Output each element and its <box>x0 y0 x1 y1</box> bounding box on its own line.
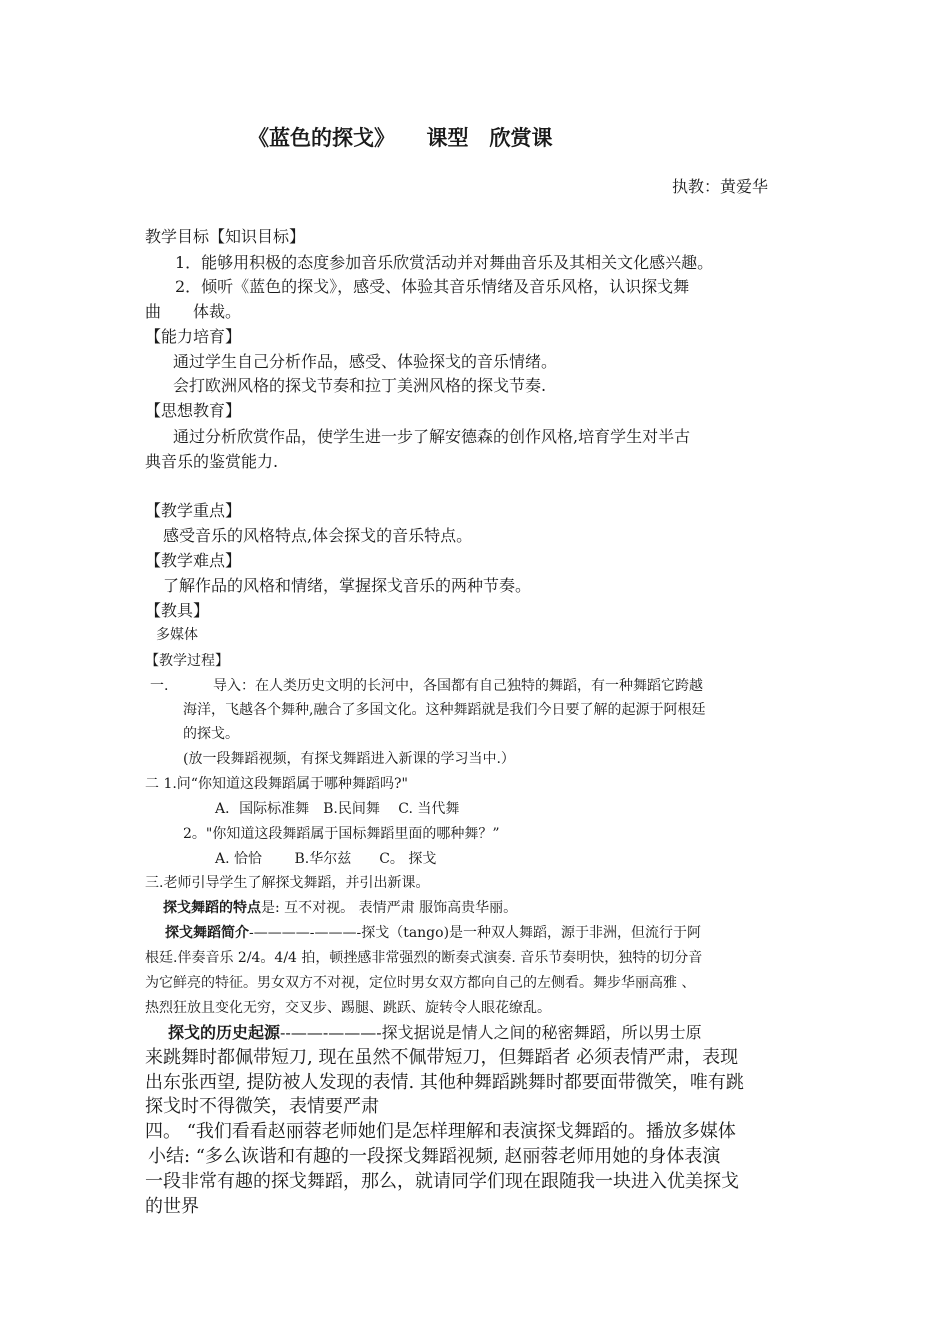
summary-line-3: 的世界 <box>145 1196 199 1217</box>
step-3: 三.老师引导学生了解探戈舞蹈，并引出新课。 <box>145 875 430 891</box>
step-1-line-3: 的探戈。 <box>183 726 239 742</box>
tango-features <box>163 898 517 918</box>
ability-heading: 【能力培育】 <box>145 327 242 346</box>
difficulty-text: 了解作品的风格和情绪，掌握探戈音乐的两种节奏。 <box>163 576 532 595</box>
goal-2-line-2: 曲 体裁。 <box>145 302 242 321</box>
summary-line-2: 一段非常有趣的探戈舞蹈，那么，就请同学们现在跟随我一块进入优美探戈 <box>145 1171 739 1192</box>
step-2-question-2-options: A. 恰恰 B.华尔兹 C。 探戈 <box>215 851 437 867</box>
step-2-question-1-options: A．国际标准舞 B.民间舞 C. 当代舞 <box>215 801 460 817</box>
step-1-line-4: (放一段舞蹈视频，有探戈舞蹈进入新课的学习当中.） <box>183 751 515 767</box>
document-title: 《蓝色的探戈》 课型 欣赏课 <box>248 125 553 150</box>
ability-line-1: 通过学生自己分析作品，感受、体验探戈的音乐情绪。 <box>173 352 558 371</box>
step-1-line-2: 海洋，飞越各个舞种,融合了多国文化。这种舞蹈就是我们今日要了解的起源于阿根廷 <box>183 702 706 718</box>
goal-1: 1．能够用积极的态度参加音乐欣赏活动并对舞曲音乐及其相关文化感兴趣。 <box>175 253 714 272</box>
tango-intro-line-2: 根廷.伴奏音乐 2/4。4/4 拍，顿挫感非常强烈的断奏式演奏. 音乐节奏明快，独特的切分音 <box>145 950 703 966</box>
ability-line-2: 会打欧洲风格的探戈节奏和拉丁美洲风格的探戈节奏. <box>173 376 547 395</box>
ideology-line-1: 通过分析欣赏作品，使学生进一步了解安德森的创作风格,培育学生对半古 <box>173 427 691 446</box>
step-1-number: 一. <box>150 678 169 694</box>
summary-line-1: 小结: “多么诙谐和有趣的一段探戈舞蹈视频, 赵丽蓉老师用她的身体表演 <box>148 1146 721 1167</box>
tango-intro-line-4: 热烈狂放且变化无穷，交叉步、踢腿、跳跃、旋转令人眼花缭乱。 <box>145 1000 551 1016</box>
tango-history-text-1: --——-———-探戈据说是情人之间的秘密舞蹈，所以男士原 <box>280 1023 702 1042</box>
tango-history-line-4: 探戈时不得微笑，表情要严肃 <box>145 1096 379 1117</box>
tango-intro-text-1: -————-———-探戈（tango)是一种双人舞蹈，源于非洲，但流行于阿 <box>249 925 702 941</box>
step-1-line-1: 导入：在人类历史文明的长河中，各国都有自己独特的舞蹈，有一种舞蹈它跨越 <box>213 678 703 694</box>
key-points-heading: 【教学重点】 <box>145 501 242 520</box>
goal-2-line-1: 2．倾听《蓝色的探戈》，感受、体验其音乐情绪及音乐风格，认识探戈舞 <box>175 277 690 296</box>
ideology-line-2: 典音乐的鉴赏能力. <box>145 452 279 471</box>
step-4: 四。 “我们看看赵丽蓉老师她们是怎样理解和表演探戈舞蹈的。播放多媒体 <box>145 1121 736 1142</box>
key-points-text: 感受音乐的风格特点,体会探戈的音乐特点。 <box>163 526 473 545</box>
step-2-question-2: 2。"你知道这段舞蹈属于国标舞蹈里面的哪种舞？” <box>183 826 500 842</box>
tango-intro-line-1 <box>165 923 701 943</box>
teacher-name: 执教：黄爱华 <box>672 177 769 196</box>
tango-history-line-3: 出东张西望, 提防被人发现的表情. 其他种舞蹈跳舞时都要面带微笑，唯有跳 <box>145 1072 744 1093</box>
step-2-question-1: 二 1.问“你知道这段舞蹈属于哪种舞蹈吗?" <box>145 776 408 792</box>
process-heading: 【教学过程】 <box>145 653 229 669</box>
goals-heading: 教学目标【知识目标】 <box>145 227 306 246</box>
difficulty-heading: 【教学难点】 <box>145 551 242 570</box>
tango-history-line-1 <box>168 1022 702 1044</box>
tango-history-label: 探戈的历史起源 <box>168 1023 281 1042</box>
tango-features-label: 探戈舞蹈的特点 <box>163 900 261 916</box>
tango-intro-line-3: 为它鲜亮的特征。男女双方不对视，定位时男女双方都向自己的左侧看。舞步华丽高雅 、 <box>145 975 696 991</box>
tango-features-text: 是: 互不对视。 表情严肃 服饰高贵华丽。 <box>261 900 518 916</box>
tools-text: 多媒体 <box>156 627 198 643</box>
tools-heading: 【教具】 <box>145 601 210 620</box>
ideology-heading: 【思想教育】 <box>145 401 242 420</box>
tango-history-line-2: 来跳舞时都佩带短刀, 现在虽然不佩带短刀，但舞蹈者 必须表情严肃，表现 <box>145 1047 739 1068</box>
tango-intro-label: 探戈舞蹈简介 <box>165 925 249 941</box>
